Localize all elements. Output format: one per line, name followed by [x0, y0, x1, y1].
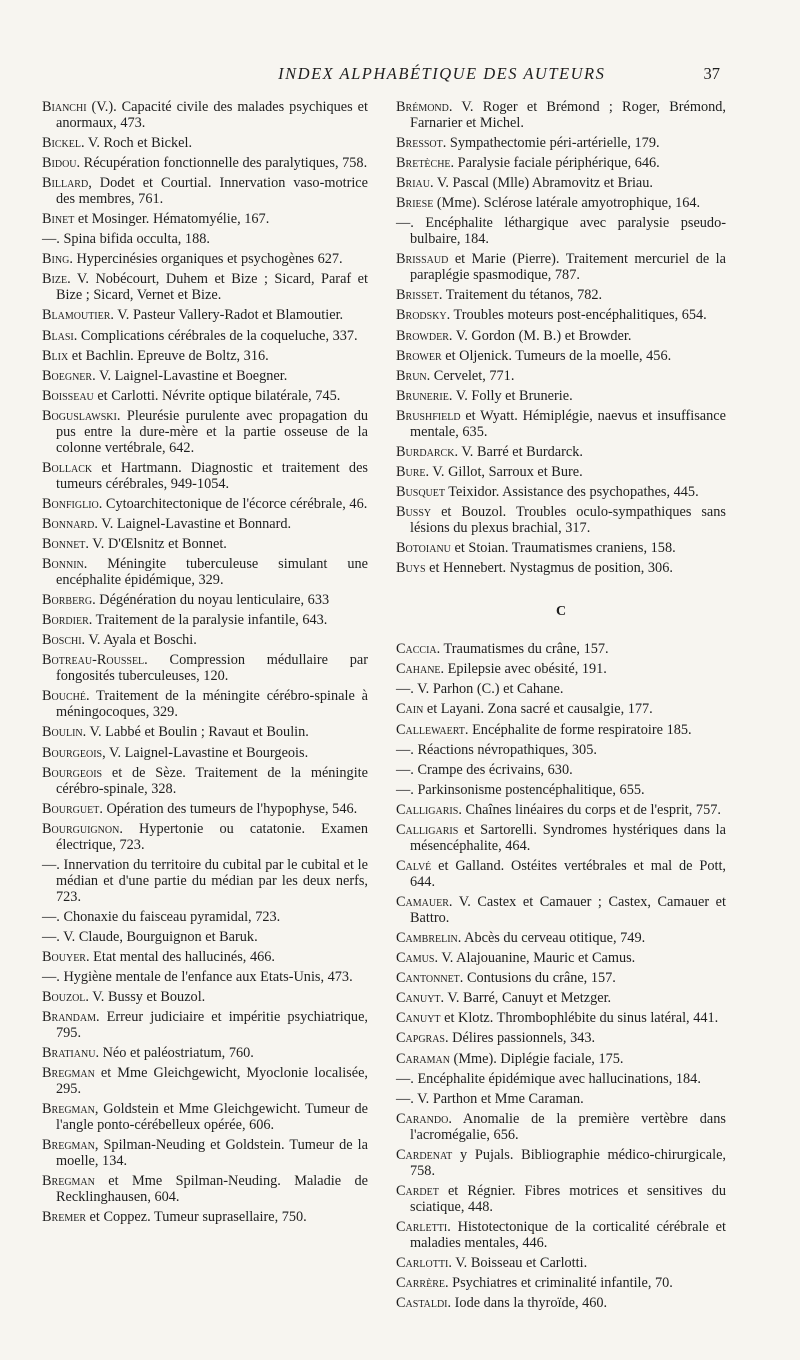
entry-text: . V. Laignel-Lavastine et Boegner. — [92, 367, 288, 384]
index-entry — [396, 702, 726, 718]
author-name: Bidou — [42, 155, 77, 172]
author-name: Brandam — [42, 1009, 96, 1026]
index-entry — [42, 212, 368, 228]
entry-text: , V. Laignel-Lavastine et Bourgeois. — [102, 744, 309, 761]
author-name: Calvé — [396, 857, 432, 874]
entry-text: , Spilman-Neuding et Goldstein. Tumeur de la moelle, 134. — [56, 1137, 368, 1170]
index-entry — [396, 409, 726, 441]
author-name: Bonnin — [42, 556, 84, 573]
author-name: Bure — [396, 464, 426, 481]
index-entry — [42, 970, 368, 986]
entry-text: et Régnier. Fibres motrices et sensitives du sciatique, 448. — [410, 1182, 726, 1215]
index-entry — [42, 557, 368, 589]
author-name: Bonfiglio — [42, 495, 99, 512]
index-entry — [396, 682, 726, 698]
author-name: Bickel — [42, 135, 81, 151]
author-name: Burdarck — [396, 443, 455, 460]
entry-text: . Pleurésie purulente avec propagation du pus entre la dure-mère et la partie osseuse de la colonne vertébrale, 642. — [56, 407, 368, 456]
author-name: Capgras — [396, 1030, 445, 1047]
author-name: Boguslawski — [42, 407, 117, 424]
author-name: Bianchi — [42, 99, 87, 115]
author-name: Blix — [42, 347, 69, 364]
entry-text: et Mosinger. Hématomyélie, 167. — [74, 211, 270, 228]
index-entry — [396, 1011, 726, 1027]
index-entry — [396, 288, 726, 304]
entry-text: . Anomalie de la première vertèbre dans l'acromégalie, 656. — [410, 1110, 726, 1143]
author-name: Bregman — [42, 1173, 95, 1190]
entry-text: . Compression médullaire par fongosités tuberculeuses, 120. — [56, 652, 368, 685]
author-name: Bouzol — [42, 988, 86, 1005]
index-entry — [42, 369, 368, 385]
entry-text: Teixidor. Assistance des psychopathes, 445. — [444, 484, 699, 501]
entry-text: et Layani. Zona sacré et causalgie, 177. — [423, 701, 653, 718]
author-name: Bourgeois — [42, 744, 103, 761]
index-entry — [42, 136, 368, 152]
index-entry — [396, 723, 726, 739]
entry-text: . Troubles moteurs post-encéphalitiques, 654. — [446, 307, 707, 324]
index-entry — [42, 176, 368, 208]
index-entry — [396, 1276, 726, 1292]
author-name: Bressot — [396, 135, 443, 151]
author-name: Bouyer — [42, 948, 86, 965]
entry-text: et Bachlin. Epreuve de Boltz, 316. — [68, 347, 269, 364]
index-entry — [42, 613, 368, 629]
entry-text: et Oljenick. Tumeurs de la moelle, 456. — [441, 347, 672, 364]
entry-text: , Goldstein et Mme Gleichgewicht. Tumeur de l'angle ponto-cérébelleux opérée, 606. — [56, 1101, 368, 1134]
author-name: Bussy — [396, 504, 432, 521]
author-name: Carrère — [396, 1274, 445, 1291]
entry-text: . V. Barré, Canuyt et Metzger. — [440, 990, 612, 1007]
index-entry — [42, 930, 368, 946]
author-name: Cardet — [396, 1182, 439, 1199]
author-name: Borberg — [42, 592, 93, 609]
index-entry — [42, 252, 368, 268]
author-name: Bregman — [42, 1101, 95, 1118]
entry-text: . V. Roch et Bickel. — [80, 135, 193, 151]
entry-text: et Mme Gleichgewicht, Myoclonie localisée, 295. — [56, 1065, 368, 1098]
entry-text: . Hypertonie ou catatonie. Examen électrique, 723. — [56, 820, 368, 853]
entry-text: . Erreur judiciaire et impéritie psychiatrique, 795. — [56, 1009, 368, 1041]
entry-text: —. Crampe des écrivains, 630. — [396, 761, 573, 778]
author-name: Canuyt — [396, 990, 441, 1007]
index-entry — [396, 561, 726, 577]
index-entry — [396, 1220, 726, 1252]
author-name: Cambrelin — [396, 929, 458, 946]
index-entry — [42, 389, 368, 405]
entry-text: —. Spina bifida occulta, 188. — [42, 231, 210, 248]
index-entry — [396, 971, 726, 987]
index-entry — [396, 803, 726, 819]
index-entry — [42, 802, 368, 818]
author-name: Bretèche — [396, 155, 451, 172]
entry-text: . V. Gillot, Sarroux et Bure. — [425, 464, 583, 481]
entry-text: , Dodet et Courtial. Innervation vaso-motrice des membres, 761. — [56, 175, 368, 208]
entry-text: et Klotz. Thrombophlébite du sinus latéral, 441. — [440, 1010, 719, 1027]
author-name: Bourgeois — [42, 764, 103, 781]
entry-text: . Abcès du cerveau otitique, 749. — [457, 929, 646, 946]
entry-text: . Méningite tuberculeuse simulant une encéphalite épidémique, 329. — [56, 556, 368, 589]
entry-text: . V. Barré et Burdarck. — [454, 443, 583, 460]
author-name: Castaldi — [396, 1295, 448, 1311]
author-name: Calligaris — [396, 801, 459, 818]
index-entry — [396, 743, 726, 759]
author-name: Binet — [42, 211, 75, 228]
author-name: Billard — [42, 175, 89, 192]
entry-text: —. Encéphalite épidémique avec hallucinations, 184. — [396, 1070, 701, 1087]
entry-text: . V. Nobécourt, Duhem et Bize ; Sicard, Paraf et Bize ; Sicard, Vernet et Bize. — [56, 271, 368, 304]
running-header — [40, 64, 720, 84]
entry-text: —. Chonaxie du faisceau pyramidal, 723. — [42, 908, 281, 925]
author-name: Browder — [396, 327, 449, 344]
entry-text: . V. Pascal (Mlle) Abramovitz et Briau. — [429, 175, 654, 192]
index-entry — [396, 176, 726, 192]
index-entry — [42, 308, 368, 324]
entry-text: et Sartorelli. Syndromes hystériques dans la mésencéphalite, 464. — [410, 821, 726, 854]
index-entry — [396, 1256, 726, 1272]
index-entry — [42, 156, 368, 172]
index-entry — [396, 1148, 726, 1180]
entry-text: . V. Labbé et Boulin ; Ravaut et Boulin. — [82, 724, 309, 741]
index-entry — [396, 100, 726, 132]
entry-text: y Pujals. Bibliographie médico-chirurgicale, 758. — [410, 1146, 726, 1179]
index-entry — [42, 689, 368, 721]
index-entry — [396, 369, 726, 385]
entry-text: —. Parkinsonisme postencéphalitique, 655. — [396, 781, 645, 798]
entry-text: . Dégénération du noyau lenticulaire, 633 — [92, 592, 330, 609]
author-name: Briau — [396, 175, 430, 192]
index-entry — [396, 1296, 726, 1312]
author-name: Bregman — [42, 1137, 95, 1154]
index-entry — [396, 991, 726, 1007]
author-name: Bourguet — [42, 800, 100, 817]
author-name: Caccia — [396, 641, 437, 658]
index-entry — [42, 497, 368, 513]
entry-text: . Chaînes linéaires du corps et de l'esprit, 757. — [458, 801, 721, 818]
index-entry — [42, 822, 368, 854]
entry-text: . Récupération fonctionnelle des paralytiques, 758. — [76, 155, 368, 172]
index-entry — [42, 517, 368, 533]
entry-text: . Complications cérébrales de la coqueluche, 337. — [73, 327, 358, 344]
entry-text: et Stoian. Traumatismes craniens, 158. — [450, 540, 676, 557]
entry-text: . Délires passionnels, 343. — [445, 1030, 596, 1047]
index-entry — [42, 1010, 368, 1042]
entry-text: . Encéphalite de forme respiratoire 185. — [464, 721, 692, 738]
index-entry — [396, 951, 726, 967]
section-heading-c: C — [555, 604, 567, 620]
index-entry — [396, 216, 726, 248]
entry-text: . Psychiatres et criminalité infantile, 70. — [444, 1274, 673, 1291]
author-name: Caraman — [396, 1050, 450, 1067]
index-entry — [42, 1210, 368, 1226]
entry-text: . Opération des tumeurs de l'hypophyse, 546. — [99, 800, 358, 817]
index-entry — [42, 725, 368, 741]
index-entry — [396, 136, 726, 152]
entry-text: . V. Laignel-Lavastine et Bonnard. — [94, 515, 292, 532]
index-entry — [42, 746, 368, 762]
entry-text: . Traitement de la méningite cérébro-spinale à méningocoques, 329. — [56, 688, 368, 721]
index-entry — [42, 633, 368, 649]
author-name: Bremer — [42, 1209, 86, 1226]
index-entry — [396, 445, 726, 461]
entry-text: . Histotectonique de la corticalité cérébrale et maladies mentales, 446. — [410, 1218, 726, 1251]
index-entry — [396, 541, 726, 557]
author-name: Boschi — [42, 632, 82, 649]
entry-text: . V. Bussy et Bouzol. — [85, 988, 206, 1005]
entry-text: . V. Ayala et Boschi. — [81, 632, 197, 649]
index-entry — [396, 642, 726, 658]
author-name: Camauer — [396, 893, 449, 910]
index-entry — [396, 931, 726, 947]
index-entry — [42, 232, 368, 248]
left-column — [42, 100, 368, 1230]
index-entry — [396, 823, 726, 855]
entry-text: et Marie (Pierre). Traitement mercuriel de la paraplégie spasmodique, 787. — [410, 251, 726, 284]
index-entry — [396, 1031, 726, 1047]
author-name: Cain — [396, 701, 424, 718]
index-entry — [396, 465, 726, 481]
right-column — [396, 100, 726, 1316]
index-entry — [396, 895, 726, 927]
author-name: Bonnard — [42, 515, 95, 532]
entry-text: et Hartmann. Diagnostic et traitement des tumeurs cérébrales, 949-1054. — [56, 459, 368, 492]
author-name: Brunerie — [396, 387, 449, 404]
author-name: Cantonnet — [396, 970, 460, 987]
entry-text: —. Encéphalite léthargique avec paralysie pseudo-bulbaire, 184. — [396, 215, 726, 248]
entry-text: et Galland. Ostéites vertébrales et mal de Pott, 644. — [410, 857, 726, 890]
index-entry — [396, 1184, 726, 1216]
author-name: Briese — [396, 195, 434, 212]
index-entry — [396, 252, 726, 284]
entry-text: . V. D'Œlsnitz et Bonnet. — [85, 536, 227, 553]
index-entry — [42, 100, 368, 132]
index-entry — [42, 990, 368, 1006]
entry-text: —. Hygiène mentale de l'enfance aux Etats-Unis, 473. — [42, 968, 353, 985]
entry-text: et de Sèze. Traitement de la méningite cérébro-spinale, 328. — [56, 764, 368, 797]
author-name: Bordier — [42, 612, 89, 629]
author-name: Bourguignon — [42, 820, 120, 837]
author-name: Brower — [396, 347, 442, 364]
entry-text: . V. Pasteur Vallery-Radot et Blamoutier. — [110, 307, 344, 324]
index-entry — [42, 349, 368, 365]
index-entry — [396, 196, 726, 212]
index-entry — [42, 409, 368, 457]
author-name: Boisseau — [42, 387, 94, 404]
author-name: Brissaud — [396, 251, 449, 268]
index-entry — [42, 593, 368, 609]
entry-text: (Mme). Sclérose latérale amyotrophique, 164. — [433, 195, 701, 212]
entry-text: —. V. Claude, Bourguignon et Baruk. — [42, 928, 258, 945]
entry-text: et Hennebert. Nystagmus de position, 306. — [425, 560, 673, 577]
author-name: Brémond — [396, 99, 449, 115]
entry-text: et Mme Spilman-Neuding. Maladie de Recklinghausen, 604. — [56, 1173, 368, 1206]
entry-text: . Néo et paléostriatum, 760. — [95, 1045, 254, 1062]
index-entry — [396, 485, 726, 501]
index-entry — [42, 910, 368, 926]
index-entry — [42, 461, 368, 493]
author-name: Blamoutier — [42, 307, 111, 324]
header-title: INDEX ALPHABÉTIQUE DES AUTEURS — [278, 64, 606, 83]
index-entry — [42, 272, 368, 304]
entry-text: —. V. Parthon et Mme Caraman. — [396, 1090, 584, 1107]
entry-text: . V. Castex et Camauer ; Castex, Camauer et Battro. — [410, 893, 726, 926]
index-entry — [396, 308, 726, 324]
index-entry — [396, 783, 726, 799]
entry-text: . Etat mental des hallucinés, 466. — [85, 948, 275, 965]
index-entry — [396, 349, 726, 365]
index-entry — [396, 329, 726, 345]
entry-text: . Paralysie faciale périphérique, 646. — [450, 155, 660, 172]
author-name: Canuyt — [396, 1010, 441, 1027]
author-name: Bollack — [42, 459, 93, 476]
index-entry — [396, 1072, 726, 1088]
author-name: Bize — [42, 271, 68, 288]
author-name: Bonnet — [42, 536, 86, 553]
author-name: Cahane — [396, 661, 441, 678]
index-entry — [42, 1046, 368, 1062]
author-name: Bing — [42, 251, 70, 268]
right-entries-c — [396, 642, 726, 1312]
author-name: Bouché — [42, 688, 86, 705]
entry-text: . Contusions du crâne, 157. — [459, 970, 616, 987]
entry-text: . Traitement du tétanos, 782. — [438, 287, 603, 304]
entry-text: —. Réactions névropathiques, 305. — [396, 741, 597, 758]
index-entry — [42, 329, 368, 345]
entry-text: . V. Alajouanine, Mauric et Camus. — [434, 950, 636, 967]
entry-text: —. V. Parhon (C.) et Cahane. — [396, 681, 564, 698]
author-name: Botreau-Roussel — [42, 652, 145, 669]
author-name: Brisset — [396, 287, 439, 304]
entry-text: . V. Folly et Brunerie. — [448, 387, 573, 404]
entry-text: . Hypercinésies organiques et psychogènes 627. — [69, 251, 343, 268]
entry-text: et Bouzol. Troubles oculo-sympathiques sans lésions du plexus brachial, 317. — [410, 504, 726, 537]
author-name: Busquet — [396, 484, 445, 501]
author-name: Carando — [396, 1110, 449, 1127]
author-name: Brushfield — [396, 407, 461, 424]
author-name: Brodsky — [396, 307, 447, 324]
index-entry — [396, 156, 726, 172]
entry-text: . Traitement de la paralysie infantile, 643. — [88, 612, 328, 629]
index-entry — [42, 1102, 368, 1134]
index-entry — [42, 858, 368, 906]
entry-text: . Sympathectomie péri-artérielle, 179. — [442, 135, 660, 151]
entry-text: —. Innervation du territoire du cubital par le cubital et le médian et d'une partie du médian par les deux nerfs, 723. — [42, 856, 368, 905]
index-entry — [396, 763, 726, 779]
entry-text: . Traumatismes du crâne, 157. — [436, 641, 609, 658]
author-name: Carletti — [396, 1218, 448, 1235]
entry-text: et Wyatt. Hémiplégie, naevus et insuffisance mentale, 635. — [410, 407, 726, 440]
right-entries-b — [396, 100, 726, 577]
author-name: Callewaert — [396, 721, 465, 738]
entry-text: (Mme). Diplégie faciale, 175. — [449, 1050, 624, 1067]
author-name: Blasi — [42, 327, 74, 344]
author-name: Botoianu — [396, 540, 451, 557]
index-entry — [396, 1092, 726, 1108]
author-name: Bratianu — [42, 1045, 96, 1062]
index-entry — [396, 662, 726, 678]
entry-text: et Carlotti. Névrite optique bilatérale, 745. — [93, 387, 341, 404]
index-entry — [396, 389, 726, 405]
entry-text: . Epilepsie avec obésité, 191. — [440, 661, 607, 678]
author-name: Calligaris — [396, 821, 459, 838]
index-entry — [42, 1174, 368, 1206]
entry-text: . V. Roger et Brémond ; Roger, Brémond, Farnarier et Michel. — [410, 99, 726, 131]
entry-text: . Cytoarchitectonique de l'écorce cérébrale, 46. — [98, 495, 368, 512]
index-entry — [42, 653, 368, 685]
index-entry — [396, 859, 726, 891]
index-entry — [42, 1138, 368, 1170]
index-entry — [396, 1052, 726, 1068]
author-name: Cardenat — [396, 1146, 453, 1163]
page-number: 37 — [703, 64, 720, 83]
entry-text: . Cervelet, 771. — [426, 367, 515, 384]
entry-text: . V. Boisseau et Carlotti. — [448, 1254, 588, 1271]
author-name: Carlotti — [396, 1254, 449, 1271]
index-entry — [42, 1066, 368, 1098]
entry-text: . Iode dans la thyroïde, 460. — [447, 1295, 608, 1311]
author-name: Camus — [396, 950, 435, 967]
index-entry — [42, 766, 368, 798]
author-name: Brun — [396, 367, 427, 384]
index-entry — [42, 950, 368, 966]
author-name: Boulin — [42, 724, 83, 741]
index-entry — [396, 1112, 726, 1144]
index-entry — [42, 537, 368, 553]
author-name: Bregman — [42, 1065, 95, 1082]
author-name: Buys — [396, 560, 426, 577]
index-entry — [396, 505, 726, 537]
entry-text: . V. Gordon (M. B.) et Browder. — [448, 327, 632, 344]
entry-text: et Coppez. Tumeur suprasellaire, 750. — [85, 1209, 307, 1226]
author-name: Boegner — [42, 367, 93, 384]
entry-text: (V.). Capacité civile des malades psychiques et anormaux, 473. — [56, 99, 368, 131]
